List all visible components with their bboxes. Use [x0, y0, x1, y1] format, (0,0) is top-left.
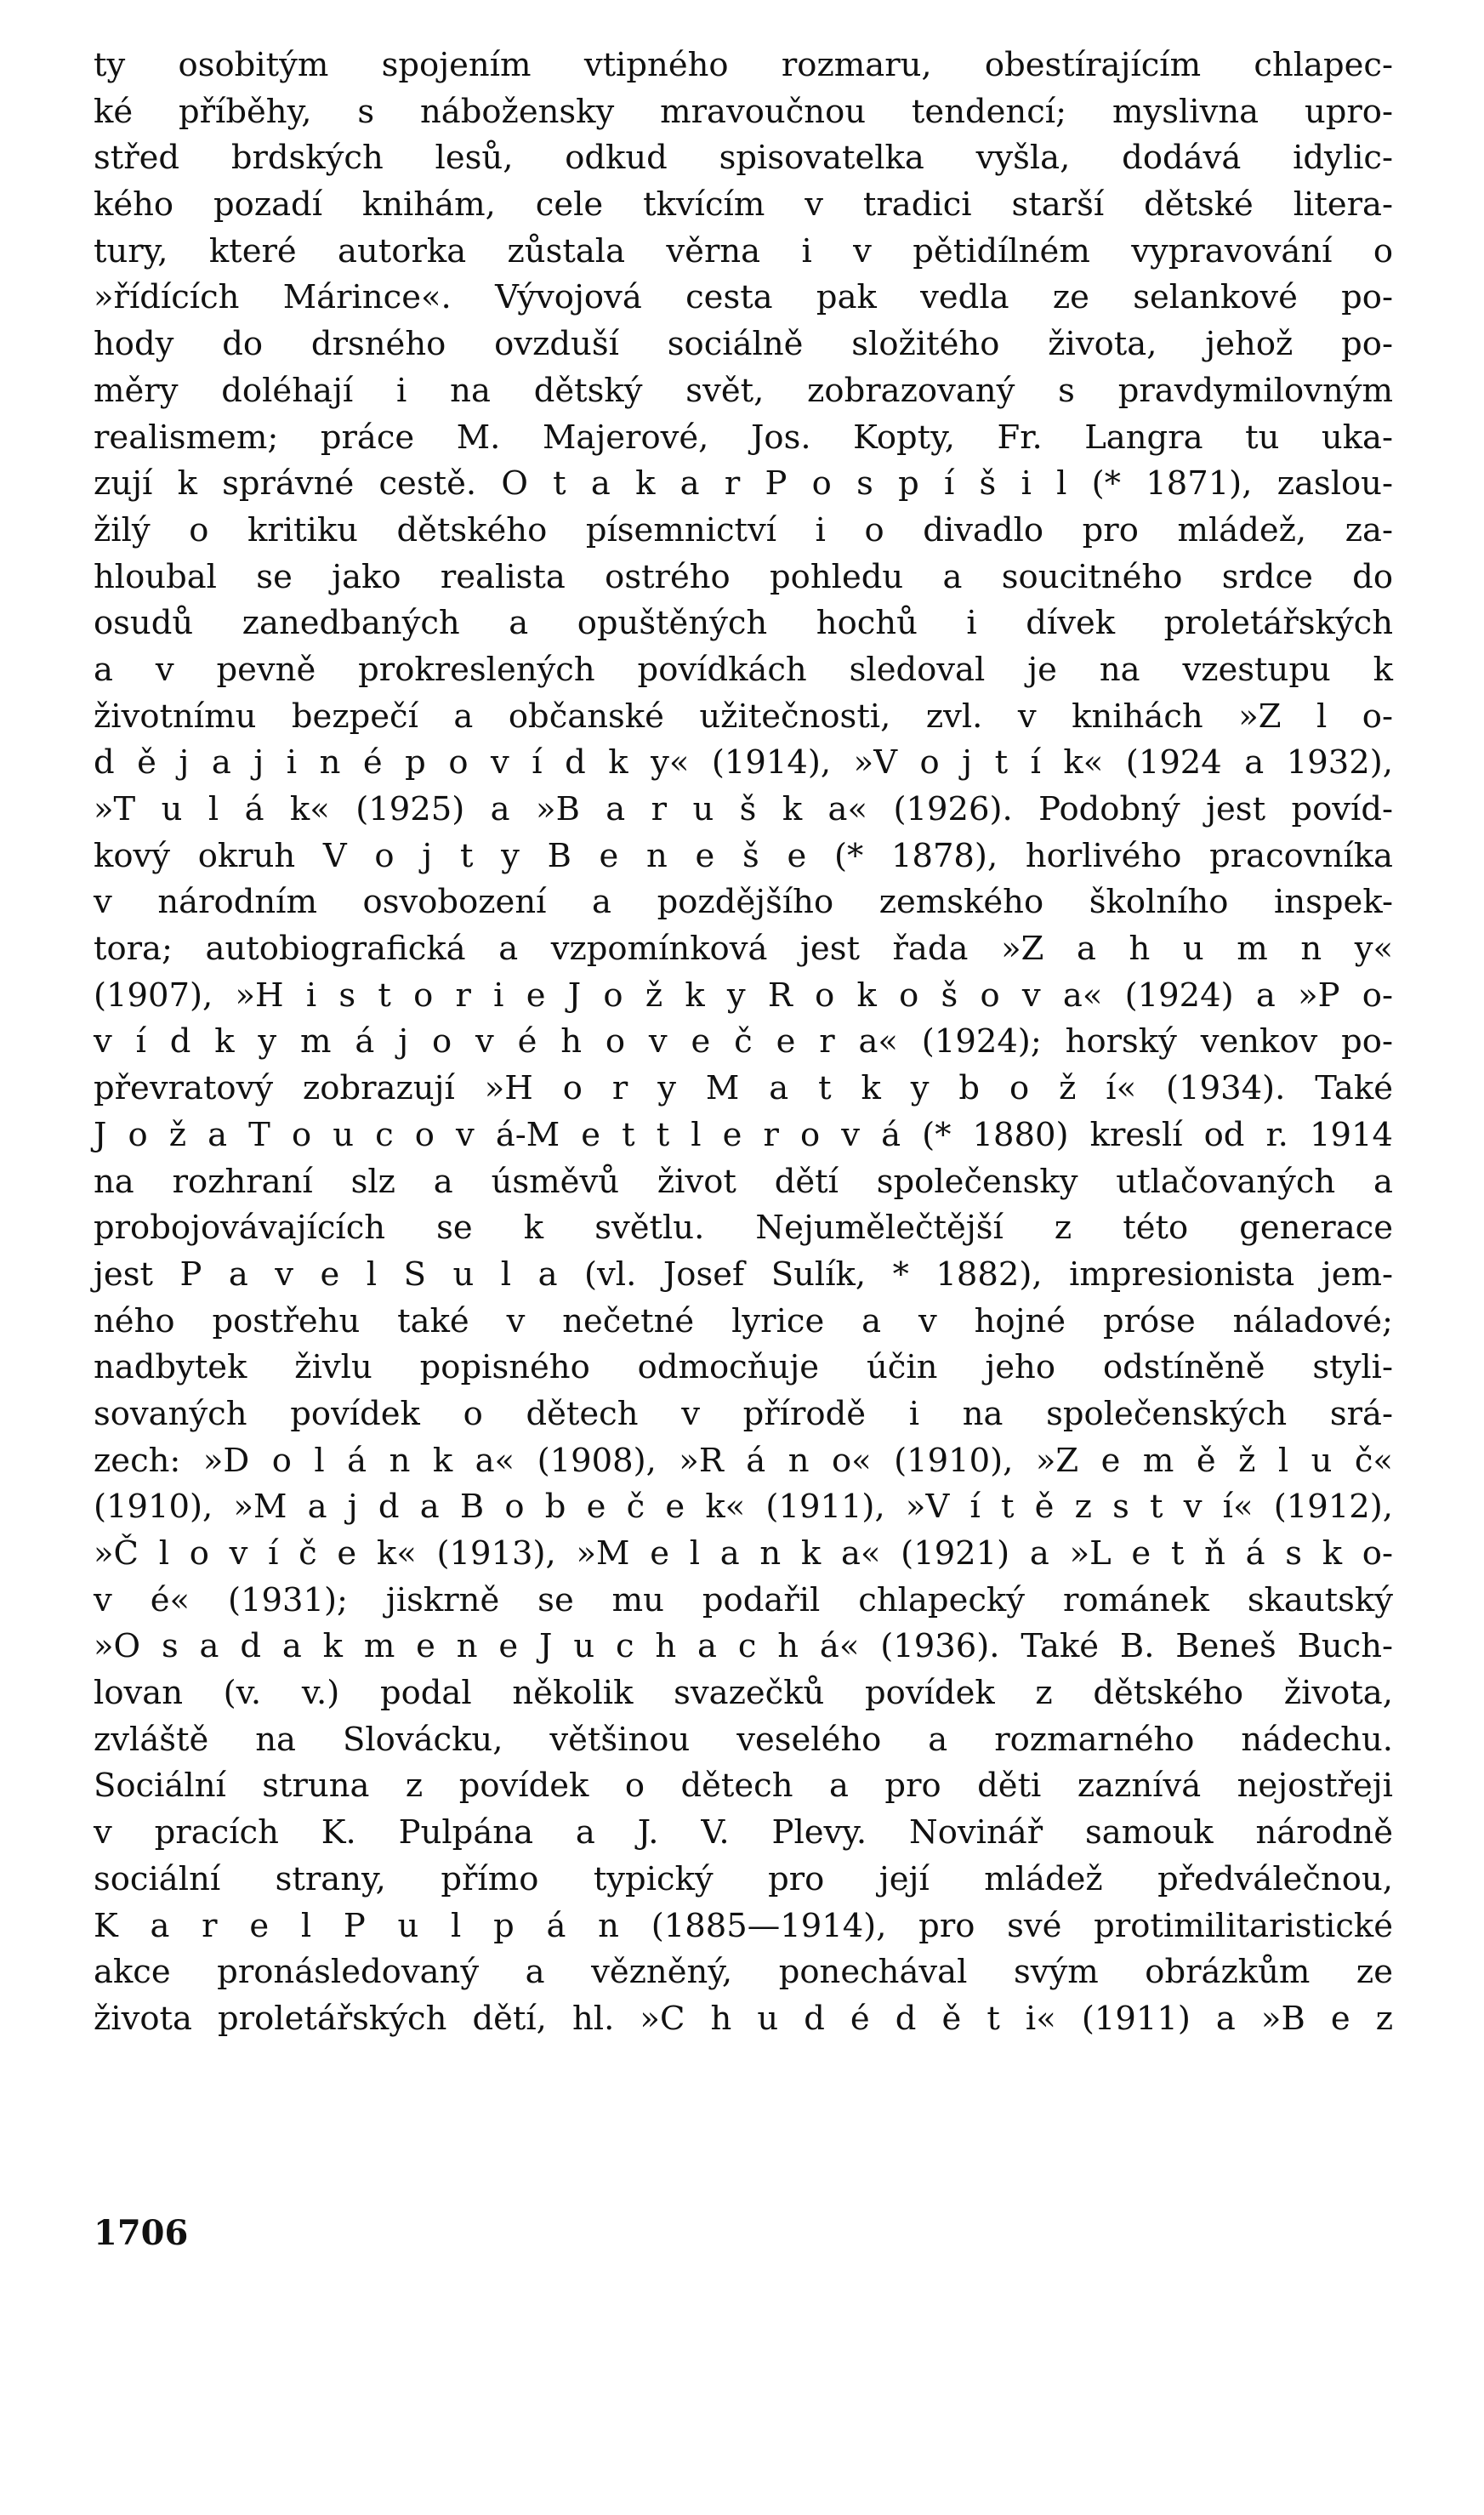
- text-line: »O s a d a k m e n e J u c h a c h á« (1936). Také B. Beneš Buch-: [94, 1627, 1393, 1666]
- text-line: a v pevně prokreslených povídkách sledoval je na vzestupu k: [94, 650, 1393, 689]
- text-line: »T u l á k« (1925) a »B a r u š k a« (1926). Podobný jest povíd-: [94, 790, 1393, 828]
- text-line: zvláště na Slovácku, většinou veselého a rozmarného nádechu.: [94, 1720, 1393, 1759]
- text-line: střed brdských lesů, odkud spisovatelka vyšla, dodává idylic-: [94, 139, 1393, 178]
- page-number: 1706: [94, 2213, 189, 2253]
- text-line: realismem; práce M. Majerové, Jos. Kopty, Fr. Langra tu uka-: [94, 418, 1393, 457]
- text-line: zech: »D o l á n k a« (1908), »R á n o« (1910), »Z e m ě ž l u č«: [94, 1441, 1393, 1480]
- text-line: životnímu bezpečí a občanské užitečnosti, zvl. v knihách »Z l o-: [94, 697, 1393, 736]
- body-text: [94, 43, 1393, 2043]
- text-line: ké příběhy, s nábožensky mravoučnou tendencí; myslivna upro-: [94, 92, 1393, 131]
- text-line: hody do drsného ovzduší sociálně složitého života, jehož po-: [94, 325, 1393, 364]
- text-line: v národním osvobození a pozdějšího zemského školního inspek-: [94, 883, 1393, 922]
- text-line: probojovávajících se k světlu. Nejumělečtější z této generace: [94, 1209, 1393, 1248]
- text-line: ného postřehu také v nečetné lyrice a v hojné próse náladové;: [94, 1301, 1393, 1340]
- text-line: osudů zanedbaných a opuštěných hochů i dívek proletářských: [94, 604, 1393, 643]
- text-line: převratový zobrazují »H o r y M a t k y b o ž í« (1934). Také: [94, 1069, 1393, 1108]
- text-line: »řídících Márince«. Vývojová cesta pak vedla ze selankové po-: [94, 278, 1393, 317]
- text-line: tury, které autorka zůstala věrna i v pětidílném vypravování o: [94, 231, 1393, 270]
- text-line: jest P a v e l S u l a (vl. Josef Sulík, * 1882), impresionista jem-: [94, 1255, 1393, 1294]
- text-line: zují k správné cestě. O t a k a r P o s p í š i l (* 1871), zaslou-: [94, 464, 1393, 504]
- text-line: (1907), »H i s t o r i e J o ž k y R o k o š o v a« (1924) a »P o-: [94, 976, 1393, 1015]
- text-line: kého pozadí knihám, cele tkvícím v tradici starší dětské litera-: [94, 185, 1393, 225]
- text-line: života proletářských dětí, hl. »C h u d é d ě t i« (1911) a »B e z: [94, 1999, 1393, 2038]
- text-line: Sociální struna z povídek o dětech a pro děti zaznívá nejostřeji: [94, 1767, 1393, 1806]
- text-line: v í d k y m á j o v é h o v e č e r a« (1924); horský venkov po-: [94, 1022, 1393, 1061]
- text-line: měry doléhají i na dětský svět, zobrazovaný s pravdymilovným: [94, 371, 1393, 410]
- text-line: žilý o kritiku dětského písemnictví i o divadlo pro mládež, za-: [94, 510, 1393, 549]
- text-line: (1910), »M a j d a B o b e č e k« (1911), »V í t ě z s t v í« (1912),: [94, 1488, 1393, 1527]
- text-line: d ě j a j i n é p o v í d k y« (1914), »V o j t í k« (1924 a 1932),: [94, 743, 1393, 782]
- text-line: akce pronásledovaný a vězněný, ponechával svým obrázkům ze: [94, 1953, 1393, 1992]
- text-line: hloubal se jako realista ostrého pohledu a soucitného srdce do: [94, 557, 1393, 596]
- text-line: v pracích K. Pulpána a J. V. Plevy. Novinář samouk národně: [94, 1813, 1393, 1852]
- text-line: kový okruh V o j t y B e n e š e (* 1878), horlivého pracovníka: [94, 836, 1393, 875]
- text-line: »Č l o v í č e k« (1913), »M e l a n k a« (1921) a »L e t ň á s k o-: [94, 1534, 1393, 1573]
- text-line: K a r e l P u l p á n (1885—1914), pro své protimilitaristické: [94, 1906, 1393, 1945]
- text-line: v é« (1931); jiskrně se mu podařil chlapecký románek skautský: [94, 1580, 1393, 1619]
- text-line: sovaných povídek o dětech v přírodě i na společenských srá-: [94, 1394, 1393, 1433]
- text-line: na rozhraní slz a úsměvů život dětí společensky utlačovaných a: [94, 1162, 1393, 1201]
- text-line: tora; autobiografická a vzpomínková jest řada »Z a h u m n y«: [94, 930, 1393, 969]
- text-line: ty osobitým spojením vtipného rozmaru, obestírajícím chlapec-: [94, 46, 1393, 84]
- text-line: J o ž a T o u c o v á-M e t t l e r o v á (* 1880) kreslí od r. 1914: [94, 1115, 1393, 1154]
- text-line: sociální strany, přímo typický pro její mládež předválečnou,: [94, 1859, 1393, 1898]
- text-line: lovan (v. v.) podal několik svazečků povídek z dětského života,: [94, 1674, 1393, 1713]
- text-line: nadbytek živlu popisného odmocňuje účin jeho odstíněně styli-: [94, 1348, 1393, 1387]
